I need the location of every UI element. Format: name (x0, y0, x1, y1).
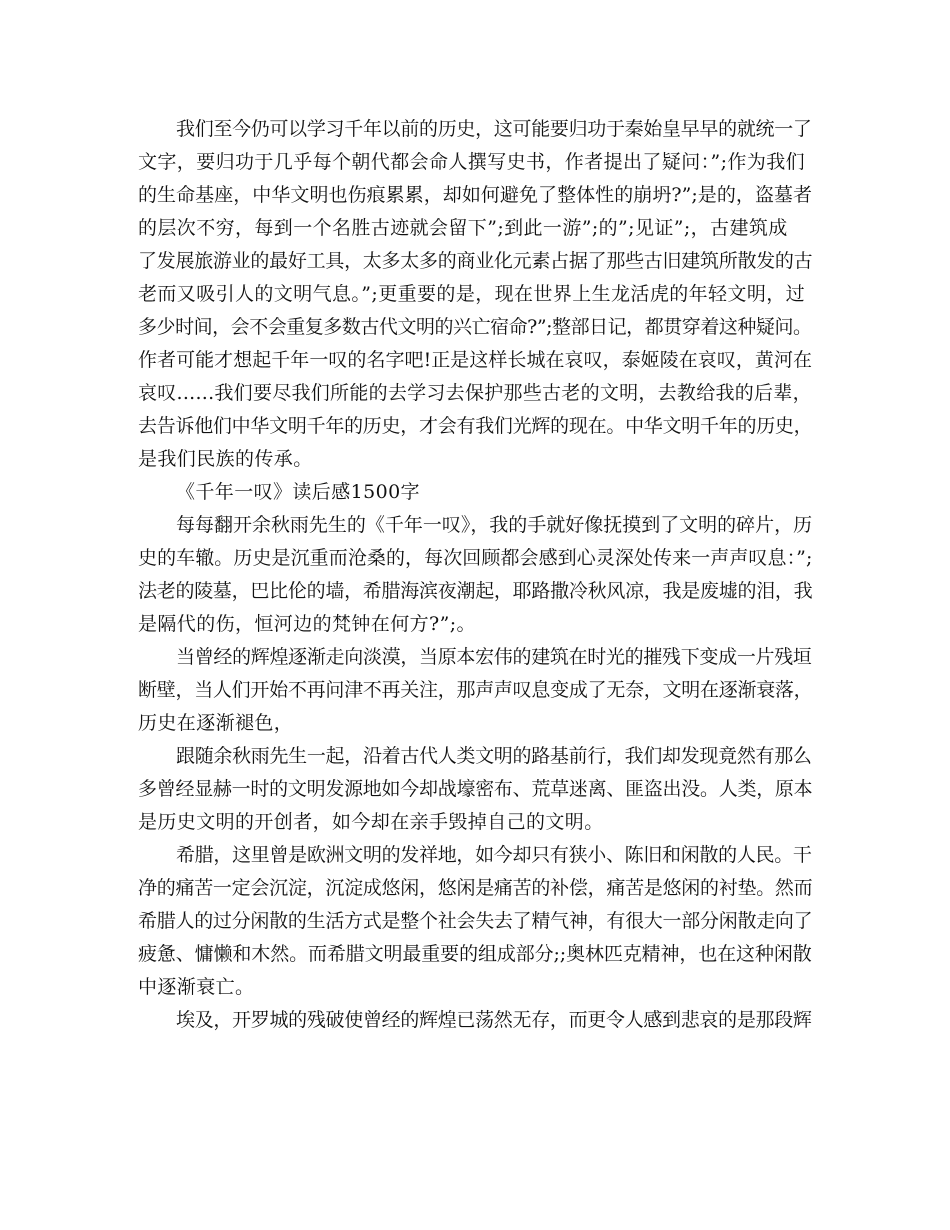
text-line: 希腊，这里曾是欧洲文明的发祥地，如今却只有狭小、陈旧和闲散的人民。干 (176, 844, 812, 866)
text-line: 每每翻开余秋雨先生的《千年一叹》，我的手就好像抚摸到了文明的碎片，历 (176, 514, 813, 536)
text-line: 是历史文明的开创者，如今却在亲手毁掉自己的文明。 (138, 811, 604, 833)
text-line: 中逐渐衰亡。 (138, 976, 255, 998)
text-line: 多曾经显赫一时的文明发源地如今却战壕密布、荒草迷离、匪盗出没。人类，原本 (138, 778, 813, 800)
text-line: 跟随余秋雨先生一起，沿着古代人类文明的路基前行，我们却发现竟然有那么 (176, 745, 812, 767)
text-line: 疲惫、慵懒和木然。而希腊文明最重要的组成部分;;奥林匹克精神，也在这种闲散 (138, 943, 812, 965)
section-heading: 《千年一叹》读后感1500字 (176, 481, 420, 503)
text-line: 的生命基座，中华文明也伤痕累累，却如何避免了整体性的崩坍?”;是的，盗墓者 (138, 184, 813, 206)
text-line: 多少时间，会不会重复多数古代文明的兴亡宿命?”;整部日记，都贯穿着这种疑问。 (138, 316, 812, 338)
text-line: 我们至今仍可以学习千年以前的历史，这可能要归功于秦始皇早早的就统一了 (176, 118, 812, 140)
text-line: 史的车辙。历史是沉重而沧桑的，每次回顾都会感到心灵深处传来一声声叹息：”; (138, 547, 813, 569)
text-line: 老而又吸引人的文明气息。”;更重要的是，现在世界上生龙活虎的年轻文明，过 (138, 283, 806, 305)
text-line: 去告诉他们中华文明千年的历史，才会有我们光辉的现在。中华文明千年的历史， (138, 415, 813, 437)
text-line: 是隔代的伤，恒河边的梵钟在何方?”;。 (138, 613, 476, 635)
text-line: 作者可能才想起千年一叹的名字吧!正是这样长城在哀叹，泰姬陵在哀叹，黄河在 (138, 349, 813, 371)
text-line: 当曾经的辉煌逐渐走向淡漠，当原本宏伟的建筑在时光的摧残下变成一片残垣 (176, 646, 812, 668)
text-line: 埃及，开罗城的残破使曾经的辉煌已荡然无存，而更令人感到悲哀的是那段辉 (176, 1009, 812, 1031)
text-line: 的层次不穷，每到一个名胜古迹就会留下”;到此一游”;的”;见证”;，古建筑成 (138, 217, 788, 239)
text-line: 哀叹......我们要尽我们所能的去学习去保护那些古老的文明，去教给我的后辈， (138, 382, 812, 404)
text-line: 希腊人的过分闲散的生活方式是整个社会失去了精气神，有很大一部分闲散走向了 (138, 910, 813, 932)
text-line: 净的痛苦一定会沉淀，沉淀成悠闲，悠闲是痛苦的补偿，痛苦是悠闲的衬垫。然而 (138, 877, 813, 899)
text-line: 法老的陵墓，巴比伦的墙，希腊海滨夜潮起，耶路撒冷秋风凉，我是废墟的泪，我 (138, 580, 813, 602)
text-line: 了发展旅游业的最好工具，太多太多的商业化元素占据了那些古旧建筑所散发的古 (138, 250, 813, 272)
text-line: 文字，要归功于几乎每个朝代都会命人撰写史书，作者提出了疑问：”;作为我们 (138, 151, 806, 173)
text-line: 断壁，当人们开始不再问津不再关注，那声声叹息变成了无奈，文明在逐渐衰落， (138, 679, 813, 701)
text-line: 历史在逐渐褪色， (138, 712, 294, 734)
text-line: 是我们民族的传承。 (138, 448, 313, 470)
